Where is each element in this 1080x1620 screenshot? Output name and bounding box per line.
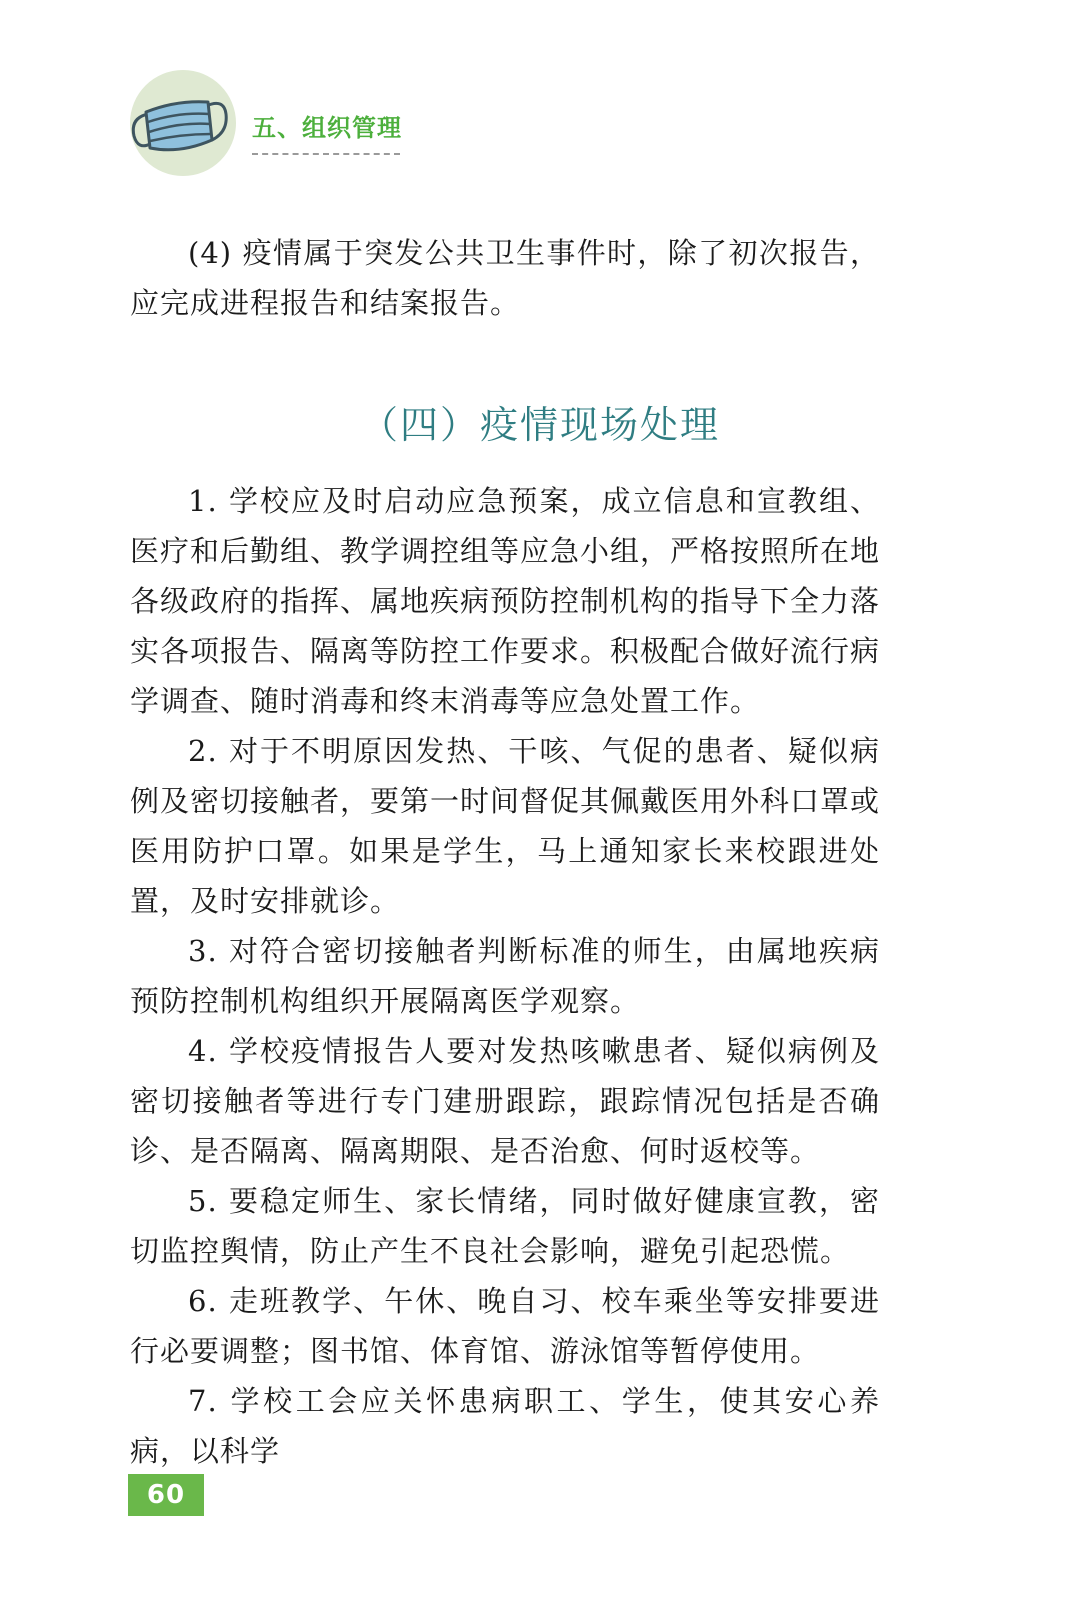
header-dashed-divider: [252, 153, 400, 155]
list-item: 7. 学校工会应关怀患病职工、学生，使其安心养病，以科学: [130, 1384, 880, 1468]
list-item: 2. 对于不明原因发热、干咳、气促的患者、疑似病例及密切接触者，要第一时间督促其佩戴医用外科口罩或医用防护口罩。如果是学生，马上通知家长来校跟进处置，及时安排就诊。: [130, 734, 881, 918]
section-title: （四）疫情现场处理: [359, 403, 720, 447]
list-item: 1. 学校应及时启动应急预案，成立信息和宣教组、医疗和后勤组、教学调控组等应急小组，严格按照所在地各级政府的指挥、属地疾病预防控制机构的指导下全力落实各项报告、隔离等防控工作要求。积极配合做好流行病学调查、随时消毒和终末消毒等应急处置工作。: [130, 484, 881, 718]
chapter-label: 五、组织管理: [252, 114, 402, 142]
list-item: 6. 走班教学、午休、晚自习、校车乘坐等安排要进行必要调整；图书馆、体育馆、游泳馆等暂停使用。: [130, 1284, 880, 1368]
page-number-badge: 60: [128, 1474, 204, 1516]
list-item: 3. 对符合密切接触者判断标准的师生，由属地疾病预防控制机构组织开展隔离医学观察。: [130, 934, 880, 1018]
page-header: [0, 0, 1080, 200]
list-item: 5. 要稳定师生、家长情绪，同时做好健康宣教，密切监控舆情，防止产生不良社会影响，避免引起恐慌。: [130, 1184, 880, 1268]
list-item: 4. 学校疫情报告人要对发热咳嗽患者、疑似病例及密切接触者等进行专门建册跟踪，跟踪情况包括是否确诊、是否隔离、隔离期限、是否治愈、何时返校等。: [130, 1034, 880, 1168]
face-mask-icon: [128, 84, 232, 168]
intro-paragraph: (4) 疫情属于突发公共卫生事件时，除了初次报告，应完成进程报告和结案报告。: [130, 236, 880, 320]
